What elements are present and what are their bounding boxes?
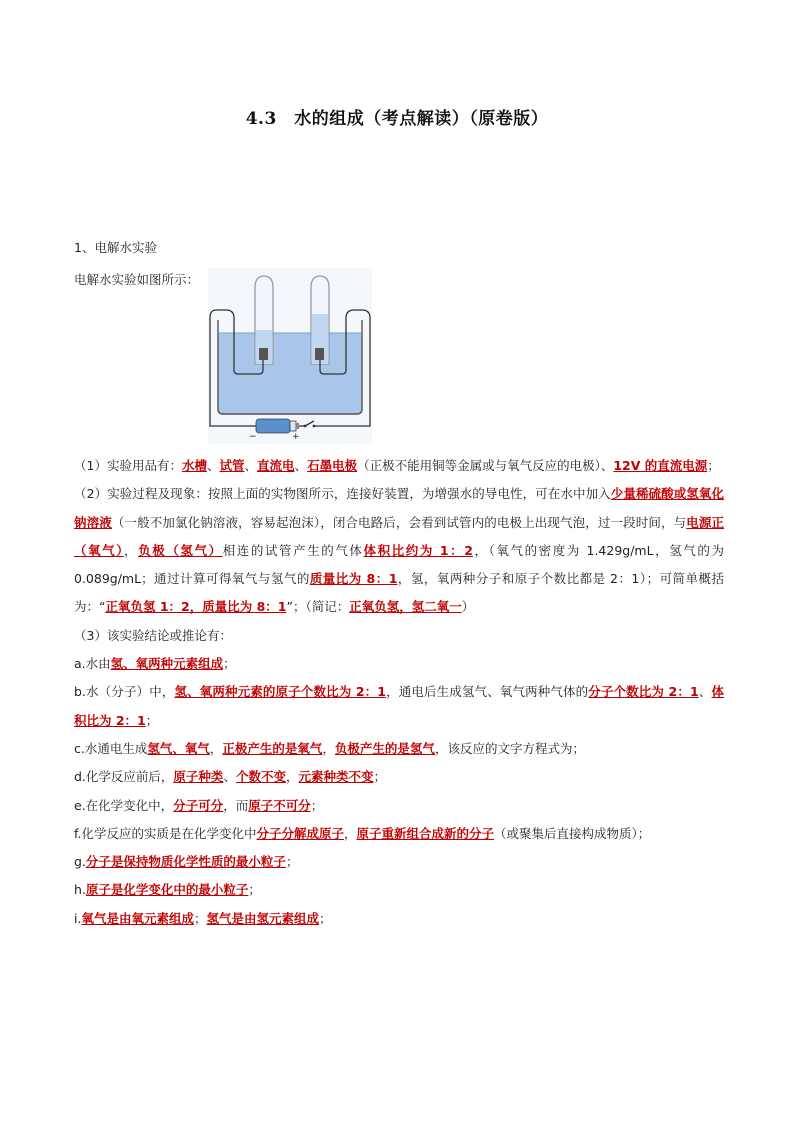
section-heading: 1、电解水实验 (74, 240, 157, 255)
page-title: 4.3 水的组成（考点解读）（原卷版） (245, 109, 549, 129)
conclusion-i: i.氧气是由氧元素组成；氢气是由氢元素组成； (74, 910, 332, 926)
conclusion-c: c.水通电生成氢气、氧气，正极产生的是氧气，负极产生的是氢气，该反应的文字方程式为； (74, 740, 585, 756)
minus-label: − (249, 432, 257, 442)
conclusion-e: e.在化学变化中，分子可分，而原子不可分； (74, 797, 324, 813)
plus-label: + (292, 432, 300, 442)
paragraph-1: （1）实验用品有：水槽、试管、直流电、石墨电极（正极不能用铜等金属或与氧气反应的电极）、12V 的直流电源； (74, 458, 720, 473)
conclusion-f: f.化学反应的实质是在化学变化中分子分解成原子，原子重新组合成新的分子（或聚集后直接构成物质）； (74, 825, 651, 841)
conclusion-a: a.水由氢、氧两种元素组成； (74, 656, 236, 672)
conclusion-h: h.原子是化学变化中的最小粒子； (74, 882, 261, 898)
electrolysis-apparatus-figure (208, 268, 372, 444)
figure-intro: 电解水实验如图所示： (74, 272, 200, 287)
conclusion-b: b.水（分子）中，氢、氧两种元素的原子个数比为 2：1，通电后生成氢气、氧气两种气体的分子个数比为 2：1、体积比为 2：1； (74, 684, 725, 728)
conclusion-d: d.化学反应前后，原子种类、个数不变，元素种类不变； (74, 769, 387, 785)
conclusion-g: g.分子是保持物质化学性质的最小粒子； (74, 854, 299, 870)
paragraph-2: （2）实验过程及现象：按照上面的实物图所示，连接好装置，为增强水的导电性，可在水中加入少量稀硫酸或氢氧化钠溶液（一般不加氯化钠溶液，容易起泡沫），闭合电路后，会看到试管内的电极上出现气泡，过一段时间，与电源正（氧气），负极（氢气）相连的试管产生的气体体积比约为 1：2，（氧气的密度为 1.429g/mL，氢气的为 0.089g/mL；通过计算可得氧气与氢气的质量比为 8：1，氢，氧两种分子和原子个数比都是 2：1）；可简单概括为：“正氧负氢 1：2，质量比为 8：1”；（简记：正氧负氢，氢二氧一） (74, 486, 724, 615)
body-text (74, 452, 724, 933)
paragraph-3: （3）该实验结论或推论有： (74, 627, 232, 643)
